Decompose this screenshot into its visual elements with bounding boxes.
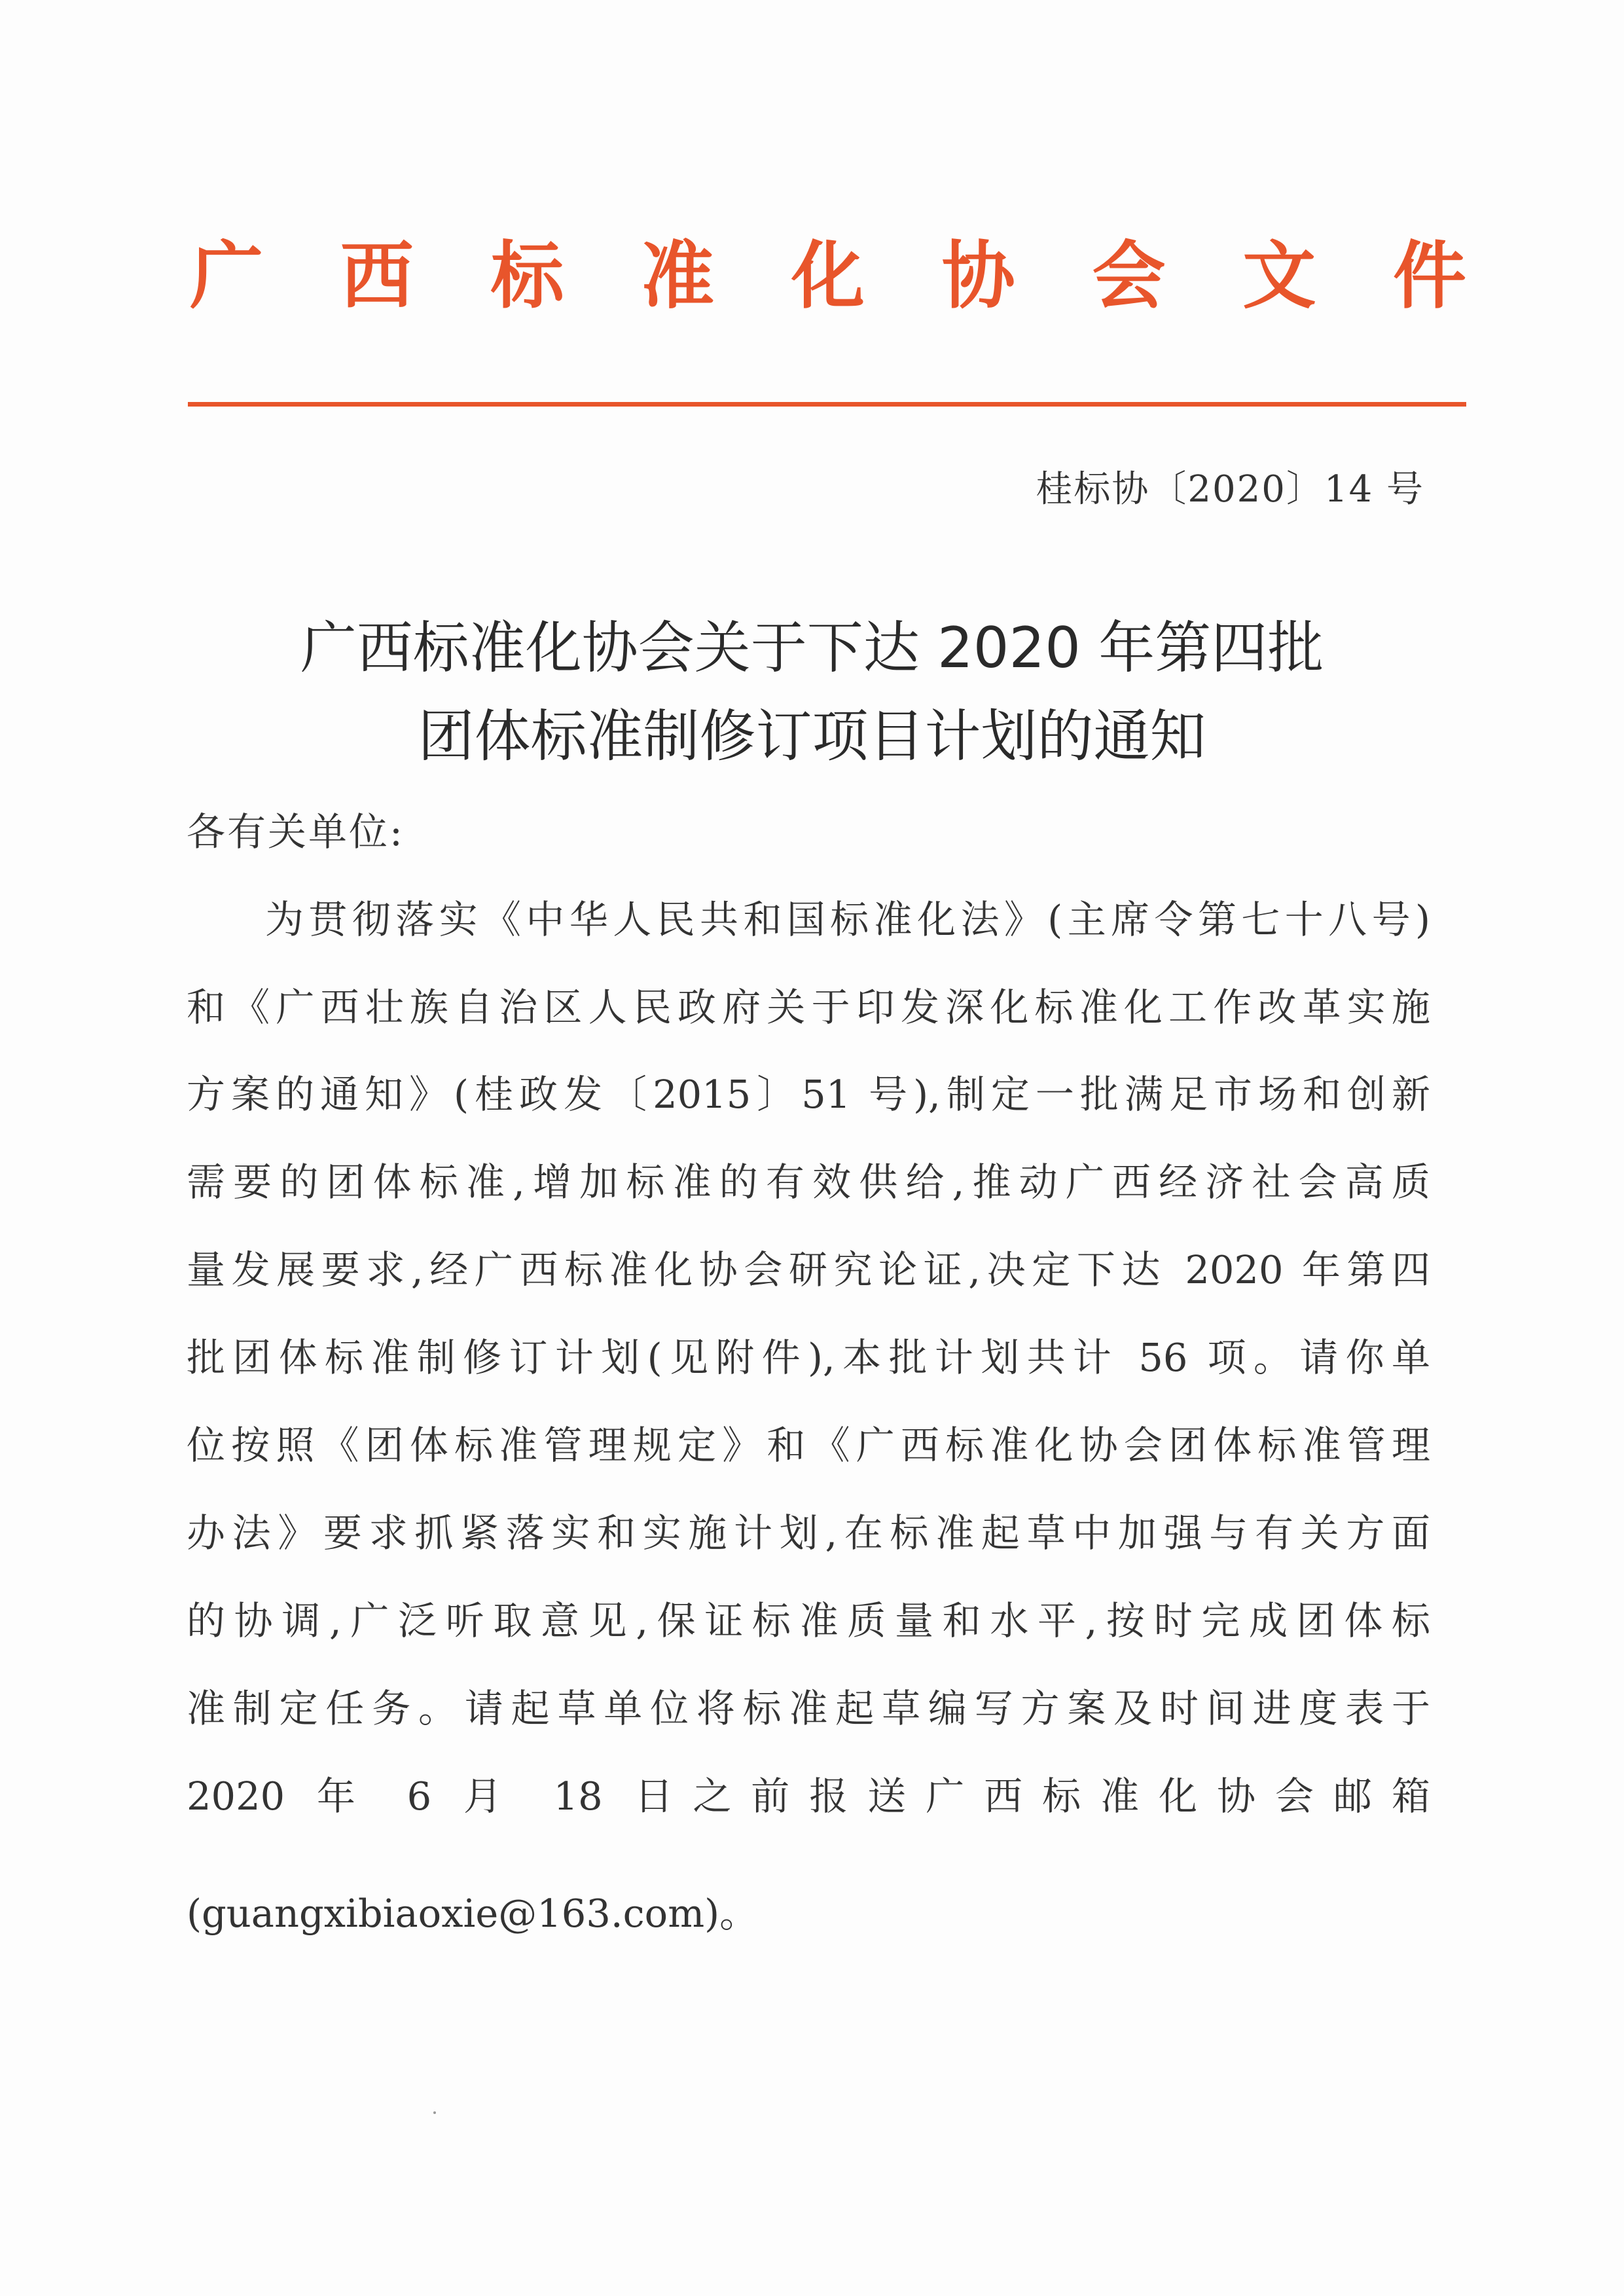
issuer-masthead <box>190 230 1466 322</box>
body-line: 需要的团体标准,增加标准的有效供给,推动广西经济社会高质 <box>187 1159 1430 1205</box>
body-line-email: (guangxibiaoxie@163.com)。 <box>187 1891 759 1936</box>
body-line: 和《广西壮族自治区人民政府关于印发深化标准化工作改革实施 <box>187 985 1430 1030</box>
document-title-line-1: 广西标准化协会关于下达 2020 年第四批 <box>300 615 1324 681</box>
body-line: 方案的通知》(桂政发〔2015〕51 号),制定一批满足市场和创新 <box>187 1072 1430 1117</box>
masthead-char: 准 <box>641 234 715 319</box>
body-line: 准制定任务。请起草单位将标准起草编写方案及时间进度表于 <box>187 1686 1430 1731</box>
body-line: 办法》要求抓紧落实和实施计划,在标准起草中加强与有关方面 <box>187 1510 1430 1556</box>
body-line: 批团体标准制修订计划(见附件),本批计划共计 56 项。请你单 <box>187 1335 1430 1380</box>
body-line: 为贯彻落实《中华人民共和国标准化法》(主席令第七十八号) <box>265 897 1430 942</box>
scan-speck <box>433 2111 436 2114</box>
masthead-char: 件 <box>1393 234 1466 319</box>
body-line: 位按照《团体标准管理规定》和《广西标准化协会团体标准管理 <box>187 1423 1430 1468</box>
document-number: 桂标协〔2020〕14 号 <box>1036 468 1424 511</box>
salutation: 各有关单位: <box>187 809 405 854</box>
masthead-char: 协 <box>941 234 1015 319</box>
body-line: 的协调,广泛听取意见,保证标准质量和水平,按时完成团体标 <box>187 1598 1430 1643</box>
masthead-char: 文 <box>1242 234 1316 319</box>
masthead-char: 会 <box>1092 234 1166 319</box>
red-divider-line <box>188 402 1466 407</box>
masthead-char: 广 <box>190 234 263 319</box>
body-line: 量发展要求,经广西标准化协会研究论证,决定下达 2020 年第四 <box>187 1247 1430 1292</box>
masthead-char: 西 <box>340 234 414 319</box>
document-title-line-2: 团体标准制修订项目计划的通知 <box>418 704 1206 769</box>
masthead-char: 化 <box>791 234 865 319</box>
masthead-char: 标 <box>490 234 564 319</box>
body-line: 2020 年 6 月 18 日之前报送广西标准化协会邮箱 <box>187 1774 1430 1819</box>
